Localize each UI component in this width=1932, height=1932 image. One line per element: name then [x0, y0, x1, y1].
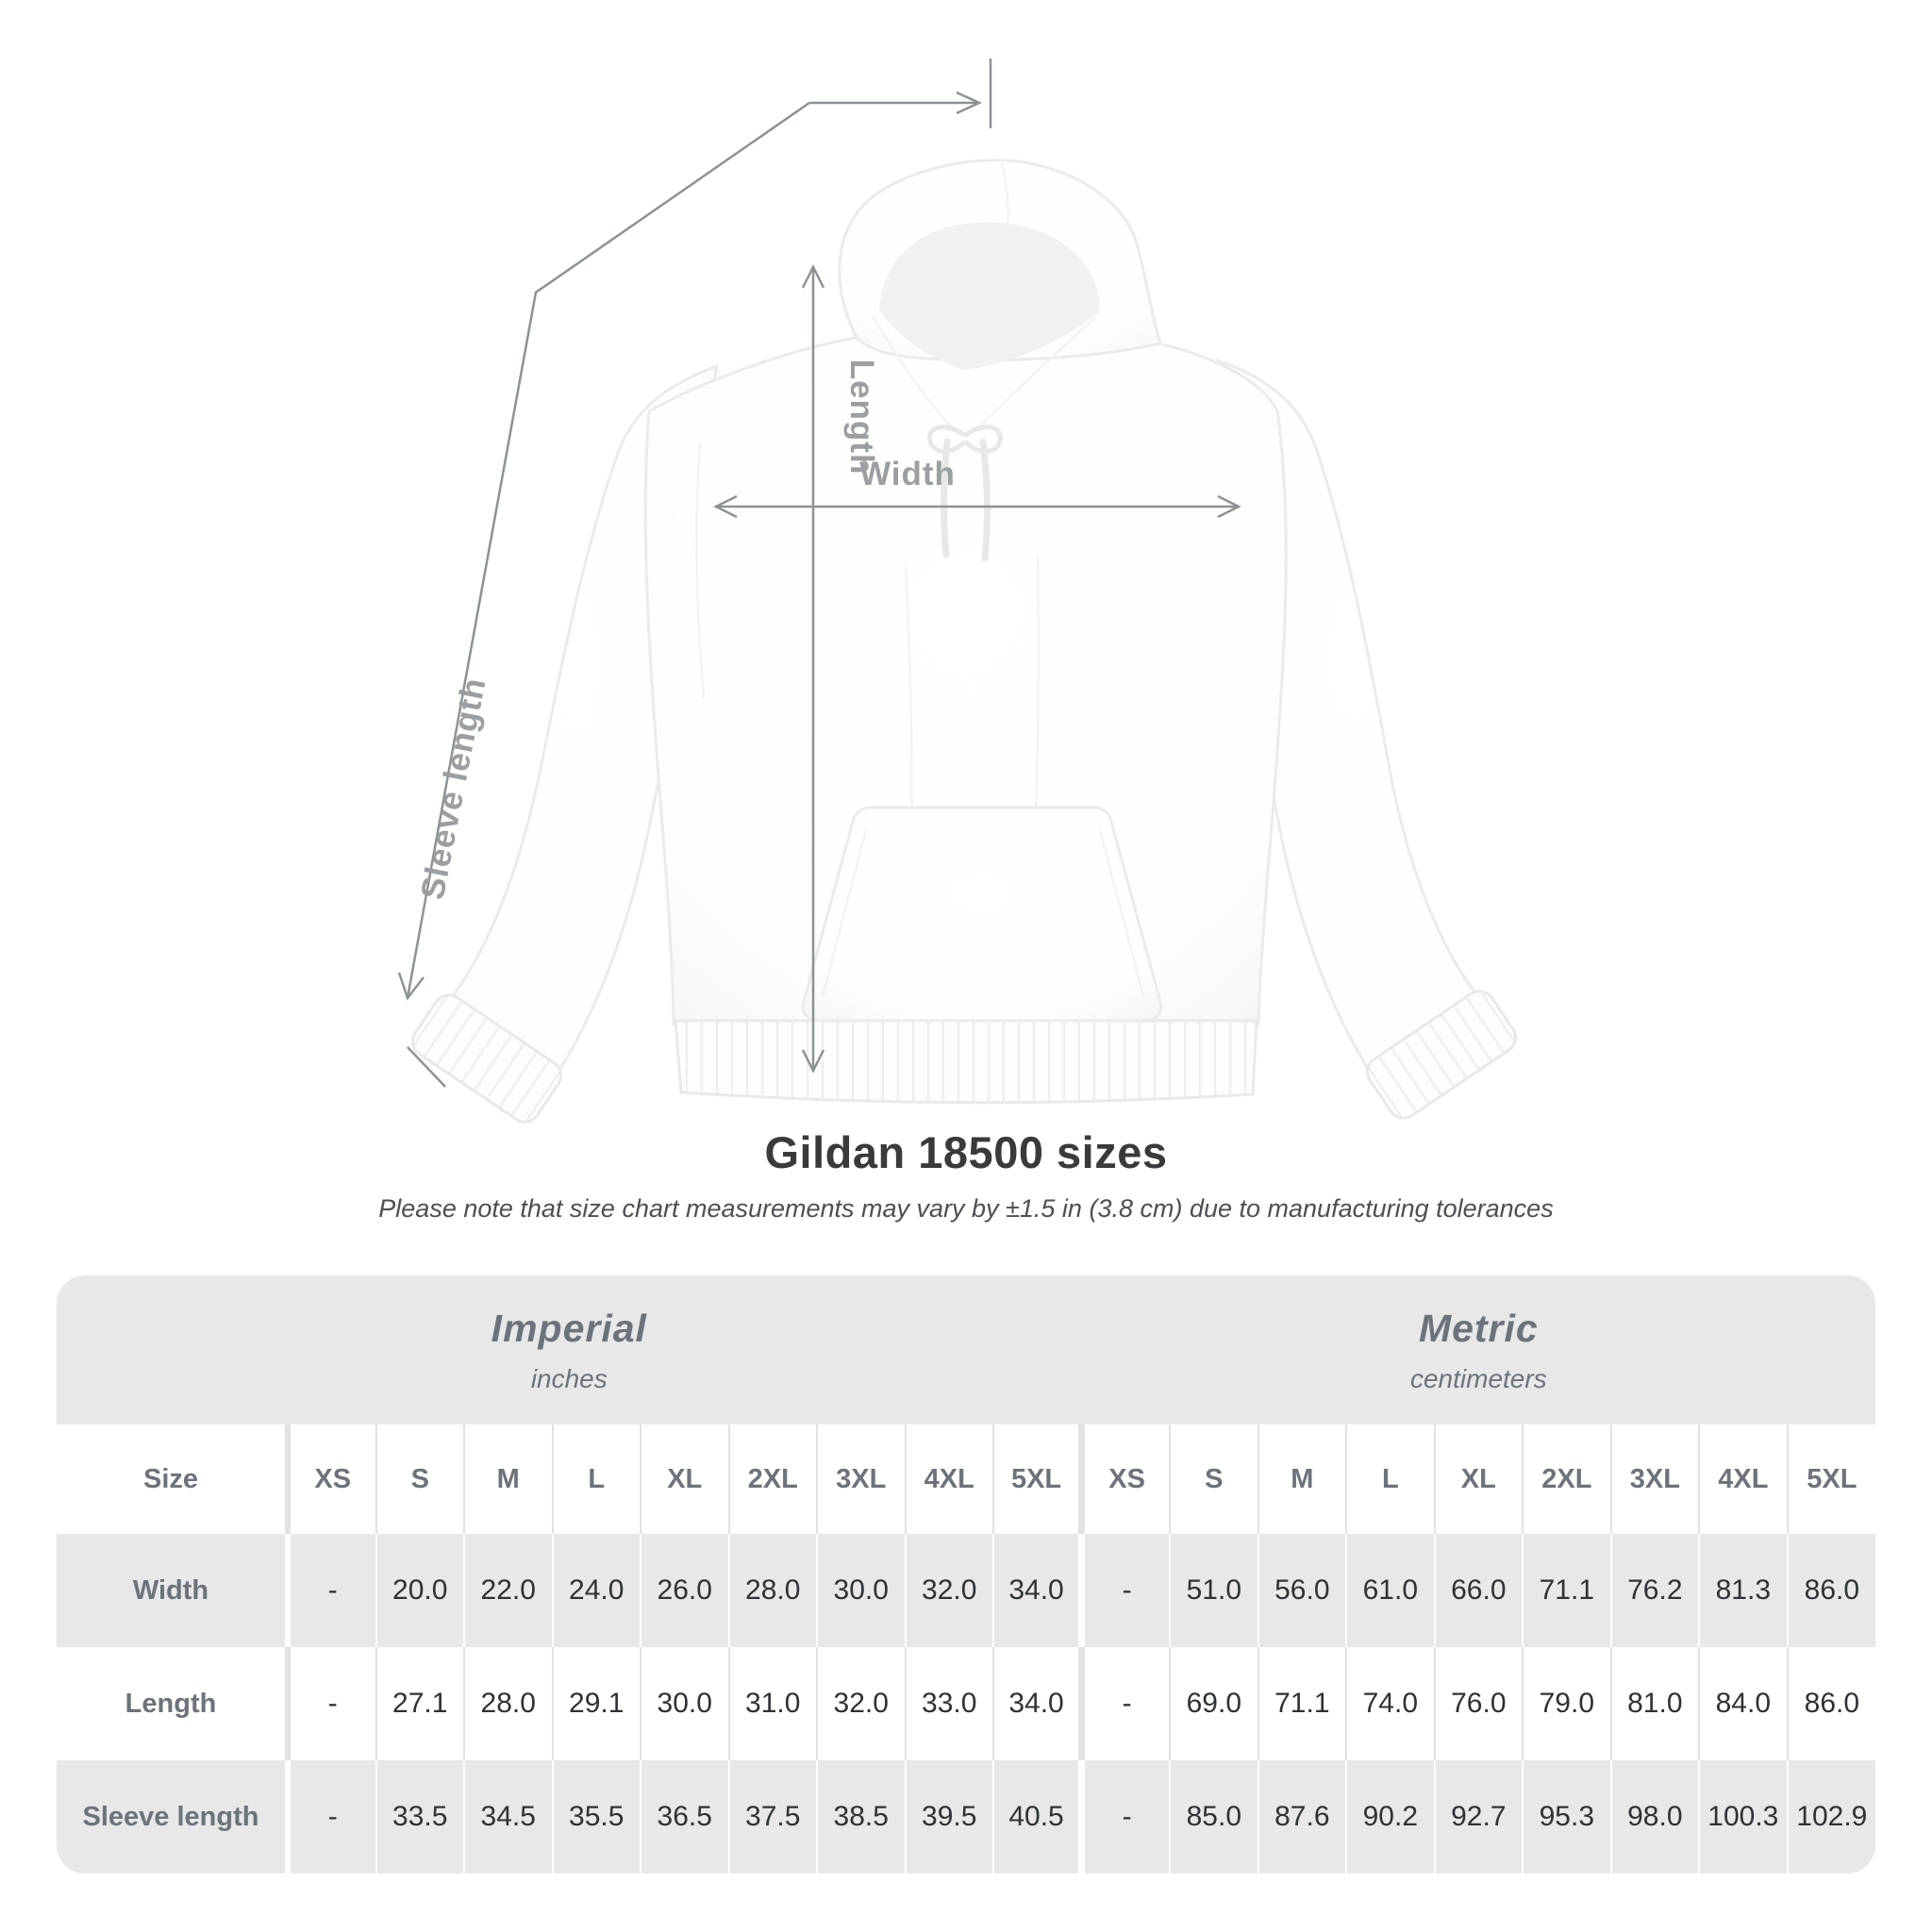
measurement-value: 32.0: [817, 1647, 906, 1760]
measurement-value: 87.6: [1258, 1760, 1347, 1874]
hoodie-illustration: [407, 160, 1522, 1128]
metric-section-unit: centimeters: [1409, 1363, 1547, 1393]
measurement-value: 32.0: [906, 1534, 994, 1647]
measurement-value: -: [288, 1534, 376, 1647]
width-label: Width: [859, 456, 956, 492]
measurement-value: 102.9: [1788, 1760, 1875, 1874]
measurement-value: 86.0: [1788, 1534, 1875, 1647]
measurement-value: 34.0: [993, 1534, 1082, 1647]
size-column-header: XS: [288, 1424, 376, 1534]
page-title: Gildan 18500 sizes: [764, 1127, 1168, 1177]
measurement-value: 92.7: [1435, 1760, 1524, 1874]
size-header-row: [57, 1424, 1875, 1534]
size-column-header: S: [1170, 1424, 1258, 1534]
measurement-value: 81.3: [1699, 1534, 1788, 1647]
measurement-value: 98.0: [1611, 1760, 1700, 1874]
measurement-value: 61.0: [1346, 1534, 1435, 1647]
size-table: [57, 1275, 1875, 1874]
measurement-value: 29.1: [553, 1647, 641, 1760]
measurement-value: 85.0: [1170, 1760, 1258, 1874]
measurement-value: 79.0: [1523, 1647, 1611, 1760]
size-column-header: L: [553, 1424, 641, 1534]
measurement-value: 26.0: [641, 1534, 729, 1647]
measurement-row: [57, 1760, 1875, 1874]
measurement-value: 35.5: [553, 1760, 641, 1874]
measurement-value: 74.0: [1346, 1647, 1435, 1760]
measurement-value: 33.5: [376, 1760, 465, 1874]
size-column-header: M: [1258, 1424, 1347, 1534]
metric-section-header: [1082, 1275, 1875, 1424]
measurement-value: 95.3: [1523, 1760, 1611, 1874]
measurement-value: 69.0: [1170, 1647, 1258, 1760]
hoodie-waistband: [675, 1021, 1257, 1103]
measurement-value: 71.1: [1258, 1647, 1347, 1760]
imperial-section-unit: inches: [530, 1363, 608, 1393]
hoodie-pocket: [803, 808, 1160, 1021]
size-column-header: 3XL: [1611, 1424, 1700, 1534]
measurement-value: 38.5: [817, 1760, 906, 1874]
measurement-value: 20.0: [376, 1534, 465, 1647]
size-table-container: [57, 1275, 1875, 1874]
measurement-value: -: [1082, 1534, 1171, 1647]
measurement-value: 56.0: [1258, 1534, 1347, 1647]
size-column-header: 5XL: [993, 1424, 1082, 1534]
size-column-header: XL: [1435, 1424, 1524, 1534]
measurement-value: -: [288, 1647, 376, 1760]
size-column-header: XS: [1082, 1424, 1171, 1534]
measurement-value: 22.0: [464, 1534, 553, 1647]
measurement-value: 37.5: [729, 1760, 818, 1874]
tolerance-note: Please note that size chart measurements may vary by ±1.5 in (3.8 cm) due to manufacturing tolerances: [378, 1194, 1554, 1223]
row-label: Length: [57, 1647, 288, 1760]
imperial-section-header: [57, 1275, 1082, 1424]
measurement-value: -: [288, 1760, 376, 1874]
measurement-value: 100.3: [1699, 1760, 1788, 1874]
measurement-value: 27.1: [376, 1647, 465, 1760]
imperial-section-title: Imperial: [491, 1306, 647, 1350]
measurement-value: 28.0: [729, 1534, 818, 1647]
measurement-value: -: [1082, 1647, 1171, 1760]
measurement-row: [57, 1647, 1875, 1760]
size-column-header: 4XL: [1699, 1424, 1788, 1534]
measurement-value: 86.0: [1788, 1647, 1875, 1760]
size-column-header: 2XL: [729, 1424, 818, 1534]
measurement-value: -: [1082, 1760, 1171, 1874]
row-label: Width: [57, 1534, 288, 1647]
size-column-header: XL: [641, 1424, 729, 1534]
units-band-row: [57, 1275, 1875, 1424]
measurement-value: 76.0: [1435, 1647, 1524, 1760]
size-column-header: S: [376, 1424, 465, 1534]
measurement-row: [57, 1534, 1875, 1647]
size-corner-label: Size: [57, 1424, 288, 1534]
measurement-value: 24.0: [553, 1534, 641, 1647]
measurement-value: 51.0: [1170, 1534, 1258, 1647]
measurement-value: 39.5: [906, 1760, 994, 1874]
measurement-value: 76.2: [1611, 1534, 1700, 1647]
measurement-value: 30.0: [641, 1647, 729, 1760]
measurement-value: 31.0: [729, 1647, 818, 1760]
measurement-value: 84.0: [1699, 1647, 1788, 1760]
measurement-value: 28.0: [464, 1647, 553, 1760]
size-column-header: M: [464, 1424, 553, 1534]
measurement-value: 30.0: [817, 1534, 906, 1647]
size-column-header: L: [1346, 1424, 1435, 1534]
measurement-value: 90.2: [1346, 1760, 1435, 1874]
row-label: Sleeve length: [57, 1760, 288, 1874]
measurement-value: 34.0: [993, 1647, 1082, 1760]
size-column-header: 4XL: [906, 1424, 994, 1534]
size-column-header: 2XL: [1523, 1424, 1611, 1534]
metric-section-title: Metric: [1418, 1306, 1539, 1350]
measurement-value: 71.1: [1523, 1534, 1611, 1647]
measurement-value: 33.0: [906, 1647, 994, 1760]
measurement-value: 66.0: [1435, 1534, 1524, 1647]
measurement-value: 81.0: [1611, 1647, 1700, 1760]
measurement-value: 36.5: [641, 1760, 729, 1874]
sleeve-length-label: Sleeve length: [413, 674, 493, 903]
size-column-header: 5XL: [1788, 1424, 1875, 1534]
measurement-value: 40.5: [993, 1760, 1082, 1874]
length-label: Length: [843, 358, 880, 475]
measurement-value: 34.5: [464, 1760, 553, 1874]
size-column-header: 3XL: [817, 1424, 906, 1534]
